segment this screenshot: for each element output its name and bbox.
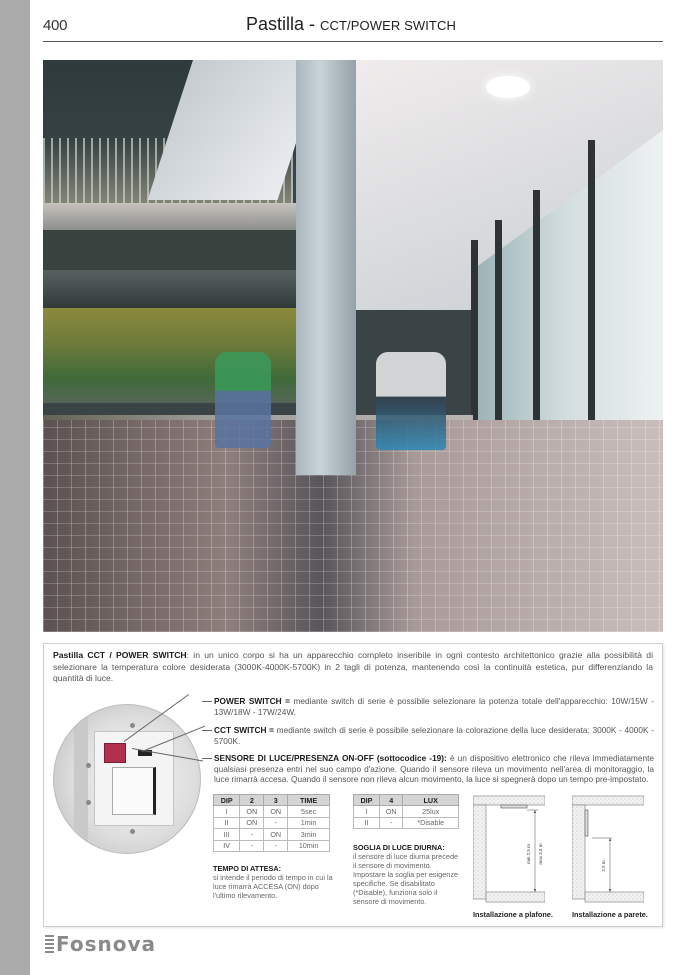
table-cell: 3min [288, 829, 330, 841]
wall-caption: Installazione a parete. [572, 910, 648, 919]
intro-paragraph [53, 650, 653, 685]
intro-text: : in un unico corpo si ha un apparecchio completo inseribile in ogni contesto architettonico grazie alla possibilità di selezionare la temperatura colore desiderata (3000K-4000K-5700K) in 2 tagli di potenza, mantenendo così la continuità estetica, pur differenziando la quantità di luce. [53, 650, 653, 683]
page-header [43, 14, 663, 42]
table-cell: ON [264, 829, 288, 841]
spec-power-text: mediante switch di serie è possibile selezionare la potenza totale dell'apparecchio: 10W/15W - 13W/18W - 17W/24W. [214, 696, 654, 717]
dip-switch [104, 743, 126, 763]
spec-power-switch [214, 696, 654, 717]
table-cell: - [240, 829, 264, 841]
screw-icon [130, 829, 135, 834]
note-title: SOGLIA DI LUCE DIURNA: [353, 843, 445, 852]
table-row [214, 806, 330, 818]
page-title-main: Pastilla - [246, 14, 321, 34]
photo-people-left [215, 352, 271, 448]
photo-people-right [376, 352, 446, 450]
table-header: TIME [288, 795, 330, 806]
product-info-box [43, 643, 663, 927]
photo-beam [43, 270, 303, 310]
screw-icon [86, 763, 91, 768]
table-cell: ON [379, 806, 403, 818]
lux-table [353, 794, 459, 829]
page-number: 400 [43, 17, 68, 34]
table-cell: ON [240, 806, 264, 818]
table-row [214, 829, 330, 841]
spec-cct-switch [214, 725, 654, 746]
table-header: 3 [264, 795, 288, 806]
logo-text: Fosnova [56, 932, 157, 956]
note-tempo-attesa [213, 864, 333, 900]
table-cell: 25lux [403, 806, 459, 818]
lens-housing-bar [74, 705, 88, 854]
wall-dim: 2,5 m [601, 860, 606, 872]
terminal-block [112, 767, 156, 815]
page-title-sub: CCT/POWER SWITCH [320, 18, 456, 33]
product-ambient-photo [43, 60, 663, 632]
spec-dash [202, 758, 212, 759]
header-divider [43, 41, 663, 42]
note-text: si intende il periodo di tempo in cui la luce rimarrà ACCESA (ON) dopo l'ultimo rilevamento. [213, 873, 333, 900]
ceiling-dim-min: min 2,5 m [526, 844, 531, 864]
table-row [214, 817, 330, 829]
intro-bold: Pastilla CCT / POWER SWITCH [53, 650, 187, 660]
table-header: 2 [240, 795, 264, 806]
wall-installation-diagram [572, 794, 644, 910]
table-cell: ON [240, 817, 264, 829]
table-cell: - [379, 817, 403, 829]
table-cell: *Disable [403, 817, 459, 829]
table-cell: I [214, 806, 240, 818]
note-text: il sensore di luce diurna precede il sensore di movimento. Impostare la soglia per esigenze specifiche. Se disabilitato (*Disable), funziona solo il sensore di movimento. [353, 852, 459, 906]
table-cell: II [214, 817, 240, 829]
table-cell: - [264, 840, 288, 852]
note-soglia-luce [353, 843, 463, 906]
spec-cct-text: mediante switch di serie è possibile selezionare la colorazione della luce desiderata: 3000K - 4000K - 5700K. [214, 725, 654, 746]
table-cell: I [354, 806, 380, 818]
spec-sensor [214, 753, 654, 785]
photo-beam [43, 203, 303, 231]
table-header-row [214, 795, 330, 806]
brand-logo [45, 932, 156, 956]
table-row [214, 840, 330, 852]
photo-beam [43, 230, 303, 270]
table-cell: - [240, 840, 264, 852]
note-title: TEMPO DI ATTESA: [213, 864, 282, 873]
table-cell: 1min [288, 817, 330, 829]
screw-icon [86, 800, 91, 805]
ceiling-installation-diagram [473, 794, 545, 910]
photo-downlight [486, 76, 530, 98]
time-table [213, 794, 330, 852]
table-cell: - [264, 817, 288, 829]
switch-closeup-image [53, 704, 201, 854]
page-title [246, 14, 456, 35]
ceiling-dim-max: max 3,5 m [538, 843, 543, 865]
logo-mark-icon [45, 935, 54, 953]
spec-power-label: POWER SWITCH = [214, 696, 290, 706]
spec-sensor-text: è un dispositivo elettronico che rileva immediatamente qualsiasi presenza entri nel suo campo d'azione. Quando il sensore rileva un movimento nell'area di monitoraggio, la luce rimarrà accesa. Quando il sensore non rileva alcun movimento, la luce si spegnerà dopo un tempo pre-impostato. [214, 753, 654, 785]
table-header: LUX [403, 795, 459, 806]
table-cell: 10min [288, 840, 330, 852]
table-header-row [354, 795, 459, 806]
spec-sensor-label: SENSORE DI LUCE/PRESENZA ON-OFF (sottocodice -19): [214, 753, 447, 763]
table-header: DIP [214, 795, 240, 806]
table-header: DIP [354, 795, 380, 806]
photo-pillar [296, 60, 356, 475]
page-side-band [0, 0, 30, 975]
ceiling-caption: Installazione a plafone. [473, 910, 553, 919]
table-cell: IV [214, 840, 240, 852]
spec-dash [202, 730, 212, 731]
table-cell: II [354, 817, 380, 829]
screw-icon [130, 723, 135, 728]
table-cell: III [214, 829, 240, 841]
table-row [354, 817, 459, 829]
spec-dash [202, 701, 212, 702]
spec-cct-label: CCT SWITCH = [214, 725, 274, 735]
table-row [354, 806, 459, 818]
table-cell: ON [264, 806, 288, 818]
table-header: 4 [379, 795, 403, 806]
table-cell: 5sec [288, 806, 330, 818]
